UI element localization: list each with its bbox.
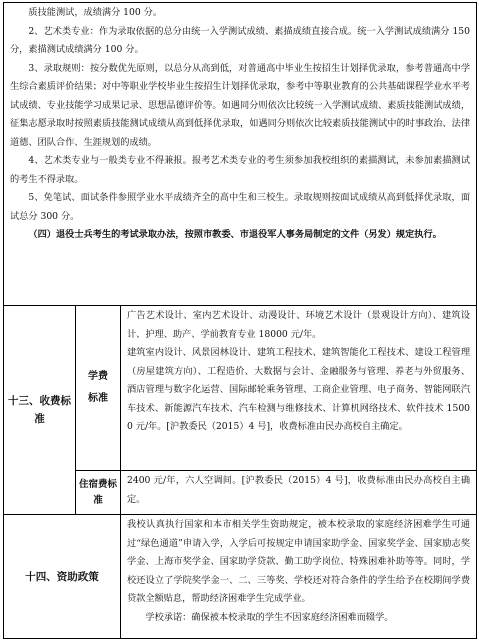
lodging-label-text: 住宿费标准 — [78, 478, 117, 506]
paragraph: 5、免笔试、面试条件参照学业水平成绩齐全的高中生和三校生。录取规则按面试成绩从高到低择优录取，面试总分 300 分。 — [10, 192, 471, 222]
tuition-row — [4, 306, 477, 471]
tuition-content — [121, 306, 476, 438]
paragraph: 2、艺术类专业：作为录取依据的总分由统一入学测试成绩、素描成绩直接合成。统一入学测试成绩满分 150 分，素描测试成绩满分 100 分。 — [10, 25, 471, 55]
section-12-cell — [4, 3, 477, 306]
section-14-label: 十四、资助政策 — [4, 515, 121, 639]
section-12-row — [4, 3, 477, 306]
paragraph: 广告艺术设计、室内艺术设计、动漫设计、环境艺术设计（景观设计方向）、建筑设计、护理、助产、学前教育专业 18000 元/年。 — [127, 310, 471, 340]
section-14-row — [4, 515, 477, 639]
paragraph: 4、艺术类专业与一般类专业不得兼报。报考艺术类专业的考生须参加我校组织的素描测试，未参加素描测试的考生不得录取。 — [10, 155, 471, 185]
section-14-content — [121, 515, 476, 628]
paragraph: 学校承诺：确保被本校录取的学生不因家庭经济困难而辍学。 — [145, 611, 394, 623]
tuition-label — [76, 306, 121, 471]
paragraph: 建筑室内设计、风景园林设计、建筑工程技术、建筑智能化工程技术、建设工程管理（房屋建筑方向）、工程造价、大数据与会计、金融服务与管理、养老与外贸服务、酒店管理与数字化运营、国际邮轮乘务管理、工商企业管理、电子商务、智能网联汽车技术、新能源汽车技术、汽车检测与维修技术、计算机网络技术、软件技术 15000 元/年。[沪教委民（2015）4 号]，收费标准由民办高校自主确定。 — [127, 347, 471, 432]
section-13-label: 十三、收费标准 — [4, 306, 76, 515]
tuition-cell — [121, 306, 477, 471]
section-14-cell — [121, 515, 477, 639]
paragraph: 我校认真执行国家和本市相关学生资助规定，被本校录取的家庭经济困难学生可通过“绿色通道”申请入学，入学后可按规定申请国家助学金、国家奖学金、国家励志奖学金、上海市奖学金、国家助学贷款、勤工助学岗位、特殊困难补助等等。同时，学校还设立了学院奖学金一、二、三等奖、学校还对符合条件的学生给予在校期间学费贷款全额贴息，帮助经济困难学生完成学业。 — [127, 519, 471, 604]
paragraph: 质技能测试，成绩满分 100 分。 — [28, 7, 163, 18]
section-12-content — [4, 3, 476, 246]
admission-table — [3, 2, 477, 639]
paragraph: 2400 元/年，六人空调间。[沪教委民（2015）4 号]，收费标准由民办高校自主确定。 — [127, 475, 471, 505]
lodging-label — [76, 471, 121, 515]
paragraph: 3、录取规则：按分数优先原则，以总分从高到低，对普通高中毕业生按招生计划择优录取，参考普通高中学生综合素质评价结果；对中等职业学校毕业生按招生计划择优录取，参考中等职业教育的公共基础课程学业水平考试成绩、专业技能学习成果记录、思想品德评价等。如遇同分则依次比较统一入学测试成绩、素质技能测试成绩，征集志愿录取时按照素质技能测试成绩从高到低择优录取，如遇同分则依次比较素质技能测试中的时事政治、法律道德、团队合作、生涯规划的成绩。 — [10, 62, 471, 148]
lodging-cell — [121, 471, 477, 515]
tuition-label-text: 学费标准 — [88, 371, 108, 404]
lodging-content — [121, 471, 476, 510]
veteran-note: （四）退役士兵考生的考试录取办法，按照市教委、市退役军人事务局制定的文件（另发）规定执行。 — [28, 229, 442, 240]
